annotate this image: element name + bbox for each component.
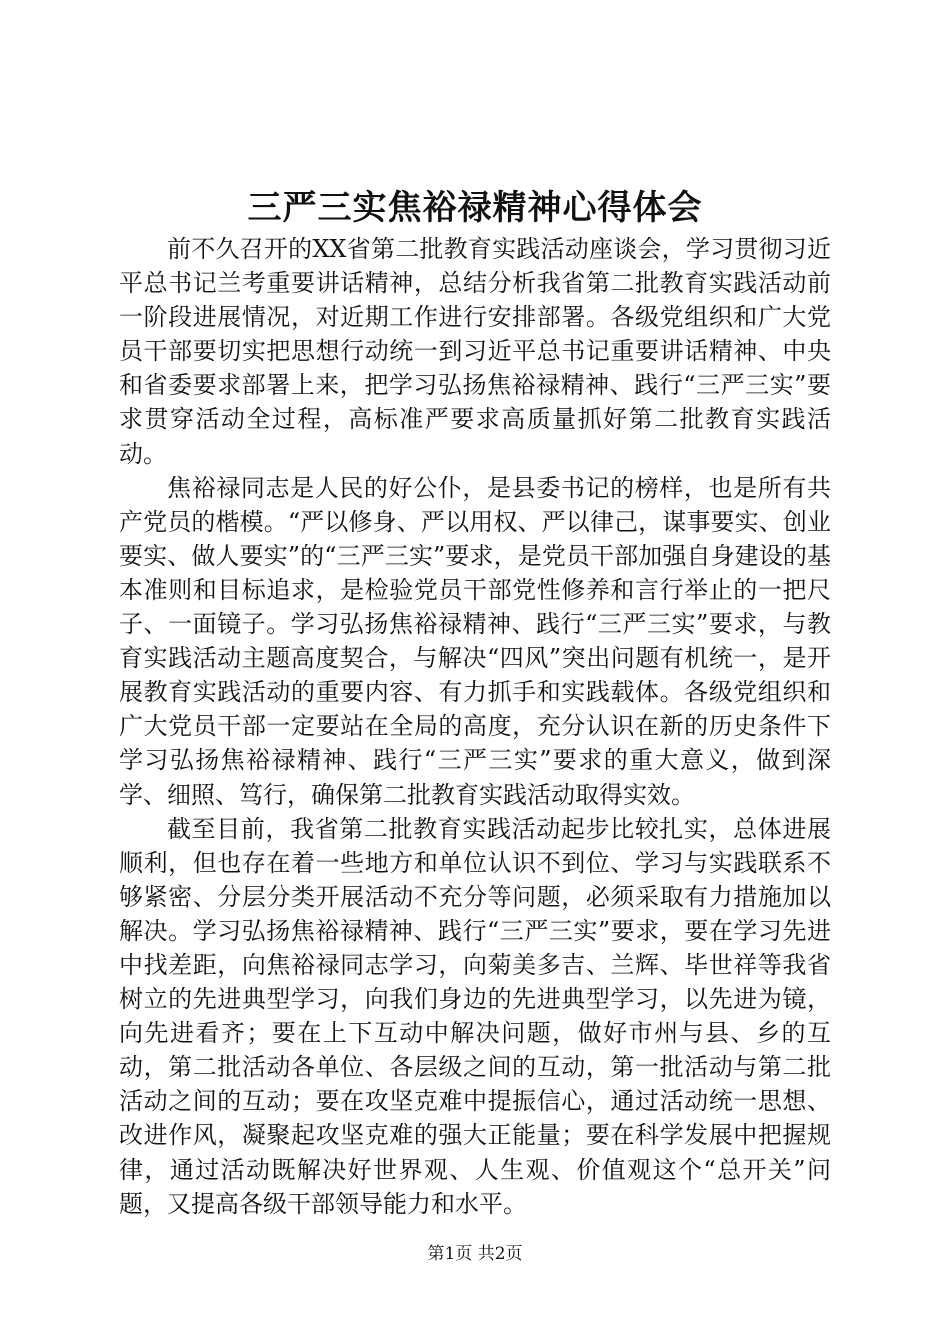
paragraph-1: 前不久召开的XX省第二批教育实践活动座谈会，学习贯彻习近平总书记兰考重要讲话精神，总结分析我省第二批教育实践活动前一阶段进展情况，对近期工作进行安排部署。各级党组织和广大党员干部要切实把思想行动统一到习近平总书记重要讲话精神、中央和省委要求部署上来，把学习弘扬焦裕禄精神、践行“三严三实”要求贯穿活动全过程，高标准严要求高质量抓好第二批教育实践活动。 [119, 235, 831, 468]
document-title: 三严三实焦裕禄精神心得体会 [247, 188, 703, 228]
document-body [119, 232, 831, 1221]
paragraph-2: 焦裕禄同志是人民的好公仆，是县委书记的榜样，也是所有共产党员的楷模。“严以修身、严以用权、严以律己，谋事要实、创业要实、做人要实”的“三严三实”要求，是党员干部加强自身建设的基本准则和目标追求，是检验党员干部党性修养和言行举止的一把尺子、一面镜子。学习弘扬焦裕禄精神、践行“三严三实”要求，与教育实践活动主题高度契合，与解决“四风”突出问题有机统一，是开展教育实践活动的重要内容、有力抓手和实践载体。各级党组织和广大党员干部一定要站在全局的高度，充分认识在新的历史条件下学习弘扬焦裕禄精神、践行“三严三实”要求的重大意义，做到深学、细照、笃行，确保第二批教育实践活动取得实效。 [119, 473, 831, 809]
page-number-footer: 第1页 共2页 [427, 1244, 523, 1264]
paragraph-3: 截至目前，我省第二批教育实践活动起步比较扎实，总体进展顺利，但也存在着一些地方和单位认识不到位、学习与实践联系不够紧密、分层分类开展活动不充分等问题，必须采取有力措施加以解决。学习弘扬焦裕禄精神、践行“三严三实”要求，要在学习先进中找差距，向焦裕禄同志学习，向菊美多吉、兰辉、毕世祥等我省树立的先进典型学习，向我们身边的先进典型学习，以先进为镜，向先进看齐；要在上下互动中解决问题，做好市州与县、乡的互动，第二批活动各单位、各层级之间的互动，第一批活动与第二批活动之间的互动；要在攻坚克难中提振信心，通过活动统一思想、改进作风，凝聚起攻坚克难的强大正能量；要在科学发展中把握规律，通过活动既解决好世界观、人生观、价值观这个“总开关”问题，又提高各级干部领导能力和水平。 [119, 814, 831, 1218]
